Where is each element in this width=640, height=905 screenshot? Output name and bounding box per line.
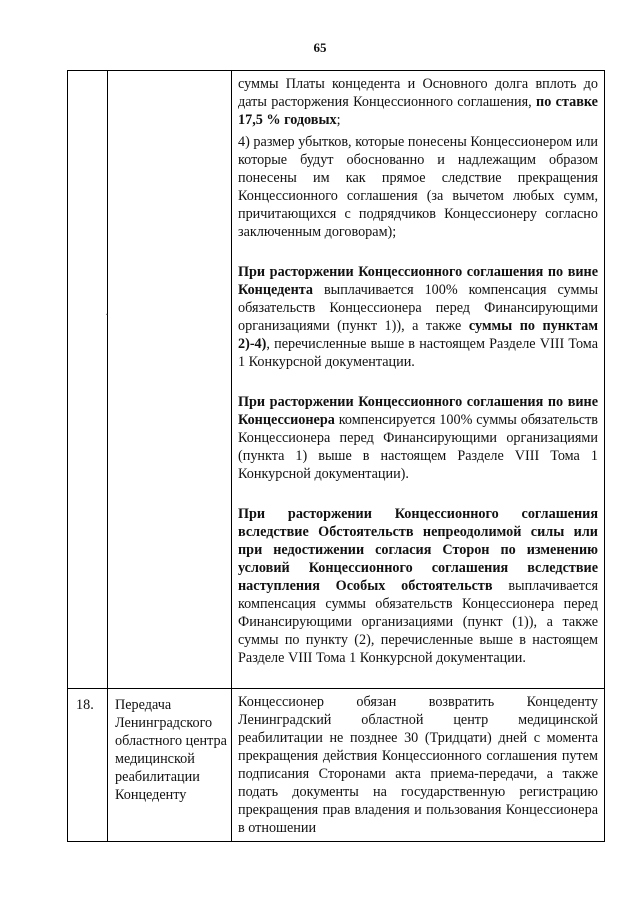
row-content-cell <box>232 71 605 689</box>
paragraph-concedent-fault: При расторжении Концессионного соглашения по вине Концедента выплачивается 100% компенсация суммы обязательств Концессионера перед Финансирующими организациями (пункт 1)), а также суммы по пунктам 2)-4), перечисленные выше в настоящем Разделе VIII Тома 1 Конкурсной документации. <box>238 264 598 370</box>
paragraph-transfer: Концессионер обязан возвратить Концеденту Ленинградский областной центр медицинской реабилитации не позднее 30 (Тридцати) дней с момента прекращения действия Концессионного соглашения путем подписания Сторонами акта приема-передачи, а также подать документы на государственную регистрацию прекращения прав владения и пользования Концессионера в отношении <box>238 694 598 836</box>
row-content-cell <box>232 689 605 842</box>
paragraph-losses: 4) размер убытков, которые понесены Концессионером или которые будут обоснованно и надлежащим образом понесены им как прямое следствие прекращения Концессионного соглашения (за вычетом любых сумм, причитающихся с подрядчиков Концессионеру согласно заключенным договорам); <box>238 134 598 240</box>
page-number: 65 <box>313 40 327 55</box>
paragraph-force-majeure: При расторжении Концессионного соглашения вследствие Обстоятельств непреодолимой силы или при недостижении согласия Сторон по изменению условий Концессионного соглашения вследствие наступления Особых обстоятельств выплачивается компенсация суммы обязательств Концессионера перед Финансирующими организациями (пункт (1)), а также суммы по пункту (2), перечисленные выше в настоящем Разделе VIII Тома 1 Конкурсной документации. <box>238 506 598 666</box>
row-number-cell <box>68 71 108 689</box>
scan-dot: · <box>105 310 109 321</box>
paragraph-compensation-sums: суммы Платы концедента и Основного долга вплоть до даты расторжения Концессионного соглашения, по ставке 17,5 % годовых; <box>238 76 598 128</box>
conditions-table <box>67 70 605 842</box>
paragraph-concessionaire-fault: При расторжении Концессионного соглашения по вине Концессионера компенсируется 100% суммы обязательств Концессионера перед Финансирующими организациями (пункта 1) выше в настоящем Разделе VIII Тома 1 Конкурсной документации). <box>238 394 598 482</box>
table-row <box>68 689 605 842</box>
row-subject-cell: Передача Ленинградского областного центра медицинской реабилитации Концеденту <box>108 689 232 842</box>
row-number-cell: 18. <box>68 689 108 842</box>
table-row <box>68 71 605 689</box>
row-subject-cell <box>108 71 232 689</box>
